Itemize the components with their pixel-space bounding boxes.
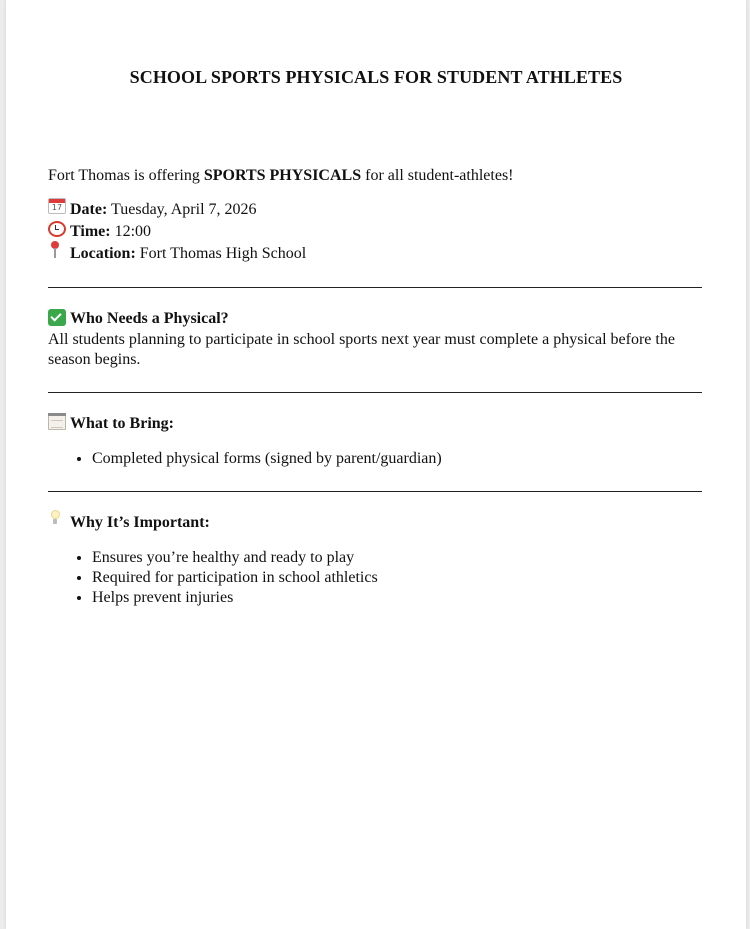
time-line <box>48 221 702 243</box>
divider <box>48 287 702 288</box>
date-value: Tuesday, April 7, 2026 <box>107 201 257 218</box>
list-item: • Helps prevent injuries <box>92 588 702 608</box>
why-important-heading <box>48 512 702 534</box>
light-bulb-icon <box>48 509 66 527</box>
what-to-bring-heading <box>48 413 702 435</box>
document-content <box>48 166 702 608</box>
why-important-list <box>48 548 702 608</box>
intro-bold-text: SPORTS PHYSICALS <box>203 167 362 184</box>
who-needs-heading <box>48 308 702 330</box>
notepad-icon <box>48 413 66 430</box>
map-pin-icon <box>48 241 66 259</box>
intro-paragraph <box>48 166 702 186</box>
time-label: Time: <box>70 223 111 240</box>
divider <box>48 392 702 393</box>
who-needs-heading-text: Who Needs a Physical? <box>70 310 229 327</box>
location-value: Fort Thomas High School <box>135 245 307 262</box>
calendar-icon <box>48 198 66 214</box>
what-to-bring-heading-text: What to Bring: <box>70 415 174 432</box>
document-page <box>6 0 746 929</box>
intro-text-before: Fort Thomas is offering <box>48 167 204 184</box>
list-item: • Ensures you’re healthy and ready to play <box>92 548 702 568</box>
list-item: • Required for participation in school athletics <box>92 568 702 588</box>
who-needs-body: All students planning to participate in school sports next year must complete a physical before the season begins. <box>48 331 675 368</box>
alarm-clock-icon <box>48 221 66 237</box>
list-item: • Completed physical forms (signed by parent/guardian) <box>92 449 702 469</box>
date-label: Date: <box>70 201 108 218</box>
location-line <box>48 243 702 265</box>
page-title: SCHOOL SPORTS PHYSICALS FOR STUDENT ATHLETES <box>129 67 623 87</box>
why-important-heading-text: Why It’s Important: <box>70 514 210 531</box>
date-line <box>48 199 702 221</box>
calendar-icon-day: 17 <box>51 203 63 212</box>
time-value: 12:00 <box>110 223 152 240</box>
what-to-bring-list <box>48 449 702 469</box>
intro-text-after: for all student-athletes! <box>361 167 514 184</box>
divider <box>48 491 702 492</box>
location-label: Location: <box>70 245 136 262</box>
check-mark-icon <box>48 309 66 326</box>
